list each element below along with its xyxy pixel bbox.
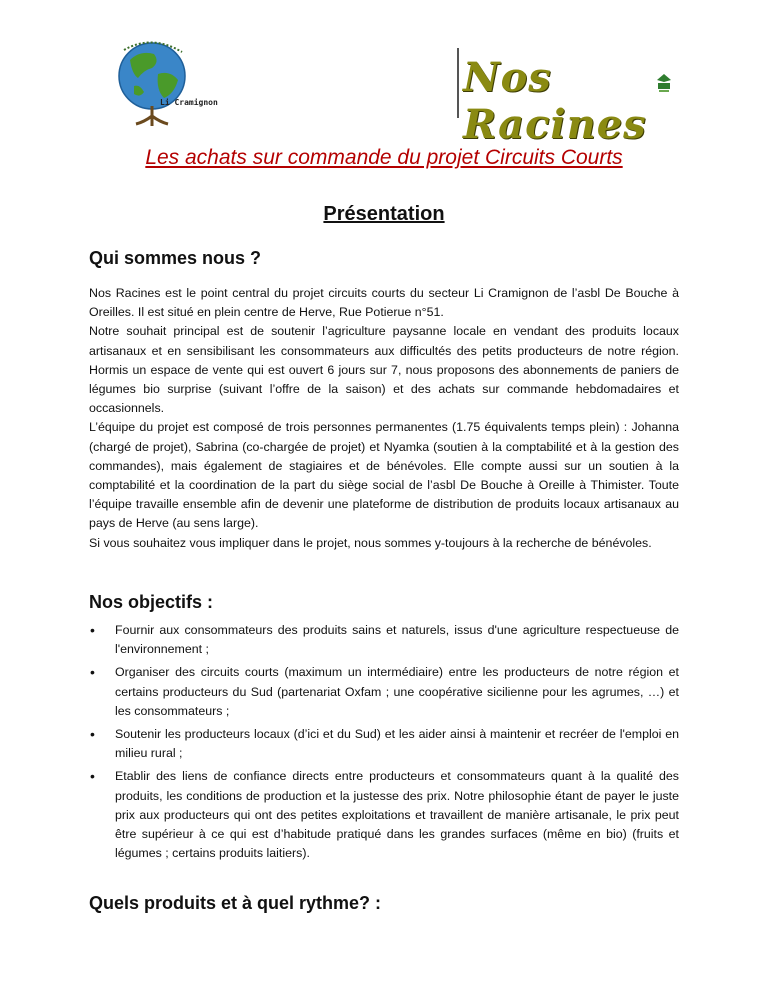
bullet-icon: • — [90, 622, 95, 638]
section-heading-quels-produits: Quels produits et à quel rythme? : — [89, 893, 382, 913]
document-subtitle: Présentation — [323, 203, 445, 225]
nos-racines-logo — [463, 52, 673, 148]
logo-divider — [457, 48, 459, 118]
paragraph: L’équipe du projet est composé de trois personnes permanentes (1.75 équivalents temps plein) : Johanna (chargé de projet), Sabrina (co-chargée de projet) et Nyamka (soutien à la comptabilité et à la gestion des commandes), mais également de stagiaires et de bénévoles. Elle compte aussi sur un soutien à la comptabilité et la coordination de la part du siège social de l’asbl De Bouche à Oreille à Thimister. Toute l’équipe travaille ensemble afin de devenir une plateforme de distribution de produits locaux artisanaux au pays de Herve (au sens large). — [89, 420, 679, 531]
logo-right-text: Nos Racines — [463, 54, 647, 148]
document-title: Les achats sur commande du projet Circuits Courts — [145, 146, 623, 169]
paragraph: Notre souhait principal est de soutenir l’agriculture paysanne locale en vendant des produits locaux artisanaux et en sensibilisant les consommateurs aux difficultés des petits producteurs de notre région. Hormis un espace de vente qui est ouvert 6 jours sur 7, nous proposons des abonnements de paniers de légumes bio surprise (suivant l’offre de la saison) et des achats sur commande hebdomadaires et occasionnels. — [89, 324, 679, 416]
section-heading-qui-sommes-nous: Qui sommes nous ? — [89, 248, 262, 268]
logo-left-text: Li Cramignon — [160, 98, 218, 107]
li-cramignon-logo — [108, 40, 228, 130]
bullet-icon: • — [90, 726, 95, 743]
paragraph: Si vous souhaitez vous impliquer dans le projet, nous sommes y-toujours à la recherche de bénévoles. — [89, 535, 652, 550]
globe-tree-icon — [108, 40, 228, 130]
list-item — [89, 767, 679, 863]
list-item-text: Etablir des liens de confiance directs entre producteurs et consommateurs quant à la qualité des produits, les conditions de production et la justesse des prix. Notre philosophie étant de payer le juste prix aux producteurs qui ont des petites exploitations et travaillent de manière artisanale, le prix peut être supérieur à ce qui est d’habitude pratiqué dans les grandes surfaces (même en bio) (fruits et légumes ; certains produits laitiers). — [115, 769, 679, 861]
list-item — [89, 663, 679, 721]
list-item-text: Fournir aux consommateurs des produits sains et naturels, issus d'une agriculture respectueuse de l'environnement ; — [115, 623, 679, 657]
list-item — [89, 725, 679, 763]
list-item — [89, 621, 679, 659]
bullet-icon: • — [90, 664, 95, 681]
list-item-text: Organiser des circuits courts (maximum un intermédiaire) entre les producteurs de notre région et certains producteurs du Sud (partenariat Oxfam ; une coopérative sicilienne pour les agrumes, …) et les consommateurs ; — [115, 665, 679, 718]
leaf-badge-icon — [655, 72, 673, 94]
bullet-icon: • — [90, 768, 95, 785]
paragraph: Nos Racines est le point central du projet circuits courts du secteur Li Cramignon de l’asbl De Bouche à Oreilles. Il est situé en plein centre de Herve, Rue Potierue n°51. — [89, 286, 679, 320]
objectives-list — [89, 621, 679, 867]
section-heading-nos-objectifs: Nos objectifs : — [89, 592, 214, 612]
section-body-qui-sommes-nous — [89, 284, 679, 553]
list-item-text: Soutenir les producteurs locaux (d’ici et du Sud) et les aider ainsi à maintenir et recréer de l'emploi en milieu rural ; — [115, 727, 679, 761]
